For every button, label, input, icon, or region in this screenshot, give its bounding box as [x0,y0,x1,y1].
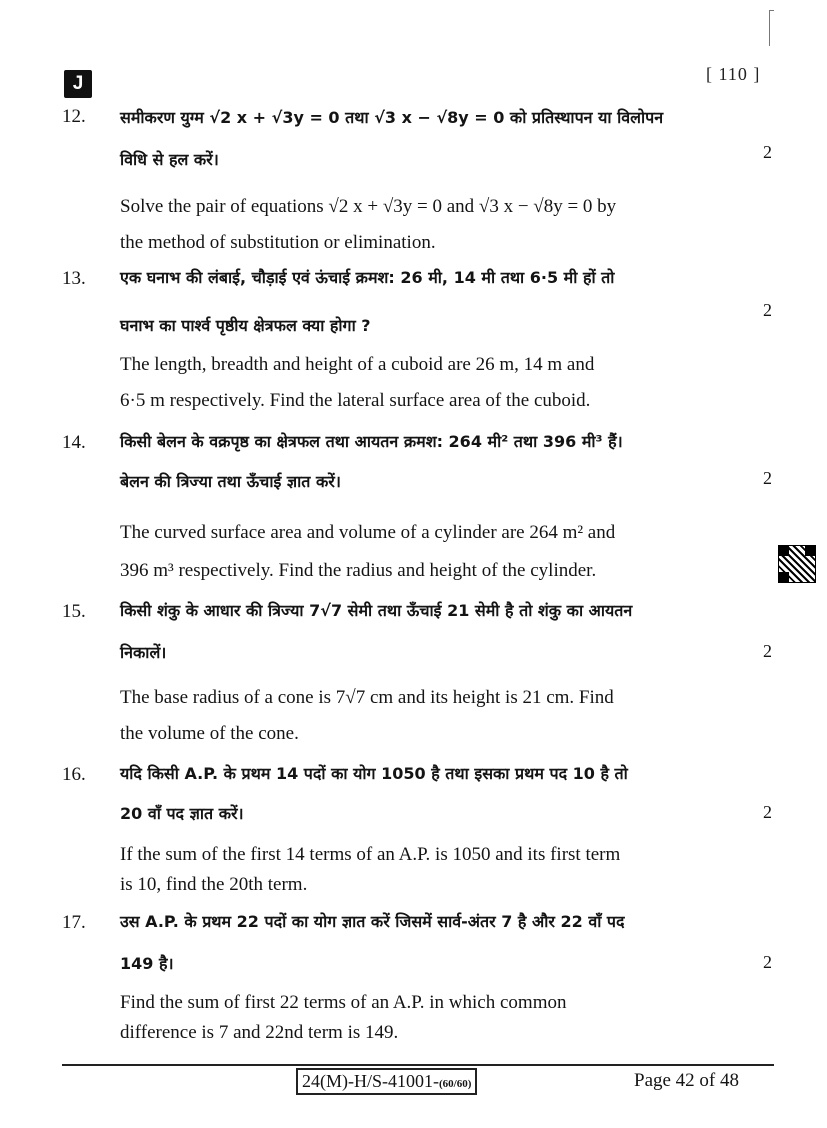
paper-code [296,1068,477,1095]
english-text: the method of substitution or elimination. [120,232,436,253]
english-text: If the sum of the first 14 terms of an A.P. is 1050 and its first term [120,844,621,865]
english-text: The length, breadth and height of a cuboid are 26 m, 14 m and [120,354,595,375]
footer-divider [62,1064,774,1066]
english-text: difference is 7 and 22nd term is 149. [120,1022,399,1043]
hindi-text: विधि से हल करें। [120,150,219,169]
english-text: The curved surface area and volume of a cylinder are 264 m² and [120,522,616,543]
english-text: 6·5 m respectively. Find the lateral surface area of the cuboid. [120,390,591,411]
hindi-text: घनाभ का पार्श्व पृष्ठीय क्षेत्रफल क्या होगा ? [120,316,371,335]
question-number: 12. [62,106,86,127]
question-number: 17. [62,912,86,933]
marks: 2 [763,468,772,488]
hindi-text: किसी शंकु के आधार की त्रिज्या 7√7 सेमी तथा ऊँचाई 21 सेमी है तो शंकु का आयतन [120,601,633,620]
hindi-text: 20 वाँ पद ज्ञात करें। [120,804,244,823]
english-text: is 10, find the 20th term. [120,874,308,895]
hindi-text: उस A.P. के प्रथम 22 पदों का योग ज्ञात करें जिसमें सार्व-अंतर 7 है और 22 वाँ पद [120,912,625,931]
question-number: 14. [62,432,86,453]
paper-code-suffix: (60/60) [439,1078,472,1090]
hindi-text: समीकरण युग्म √2 x + √3y = 0 तथा √3 x − √8y = 0 को प्रतिस्थापन या विलोपन [120,108,664,127]
corner-crop-mark [769,10,770,46]
hindi-text: एक घनाभ की लंबाई, चौड़ाई एवं ऊंचाई क्रमश: 26 मी, 14 मी तथा 6·5 मी हों तो [120,268,615,287]
english-text: The base radius of a cone is 7√7 cm and its height is 21 cm. Find [120,687,614,708]
qr-code-icon [778,545,816,583]
set-badge: J [64,70,92,98]
question-number: 15. [62,601,86,622]
english-text: 396 m³ respectively. Find the radius and height of the cylinder. [120,560,597,581]
marks: 2 [763,952,772,972]
hindi-text: किसी बेलन के वक्रपृष्ठ का क्षेत्रफल तथा आयतन क्रमश: 264 मी² तथा 396 मी³ हैं। [120,432,623,451]
hindi-text: यदि किसी A.P. के प्रथम 14 पदों का योग 1050 है तथा इसका प्रथम पद 10 है तो [120,764,628,783]
hindi-text: 149 है। [120,954,174,973]
page-indicator: Page 42 of 48 [634,1070,740,1091]
marks: 2 [763,142,772,162]
hindi-text: बेलन की त्रिज्या तथा ऊँचाई ज्ञात करें। [120,472,341,491]
english-text: Find the sum of first 22 terms of an A.P. in which common [120,992,567,1013]
marks: 2 [763,802,772,822]
hindi-text: निकालें। [120,643,167,662]
marks: 2 [763,641,772,661]
question-number: 16. [62,764,86,785]
paper-code-text: 24(M)-H/S-41001- [302,1071,439,1091]
marks: 2 [763,300,772,320]
question-number: 13. [62,268,86,289]
english-text: the volume of the cone. [120,723,299,744]
page-bracket-number: [ 110 ] [706,64,761,84]
english-text: Solve the pair of equations √2 x + √3y = 0 and √3 x − √8y = 0 by [120,196,617,217]
